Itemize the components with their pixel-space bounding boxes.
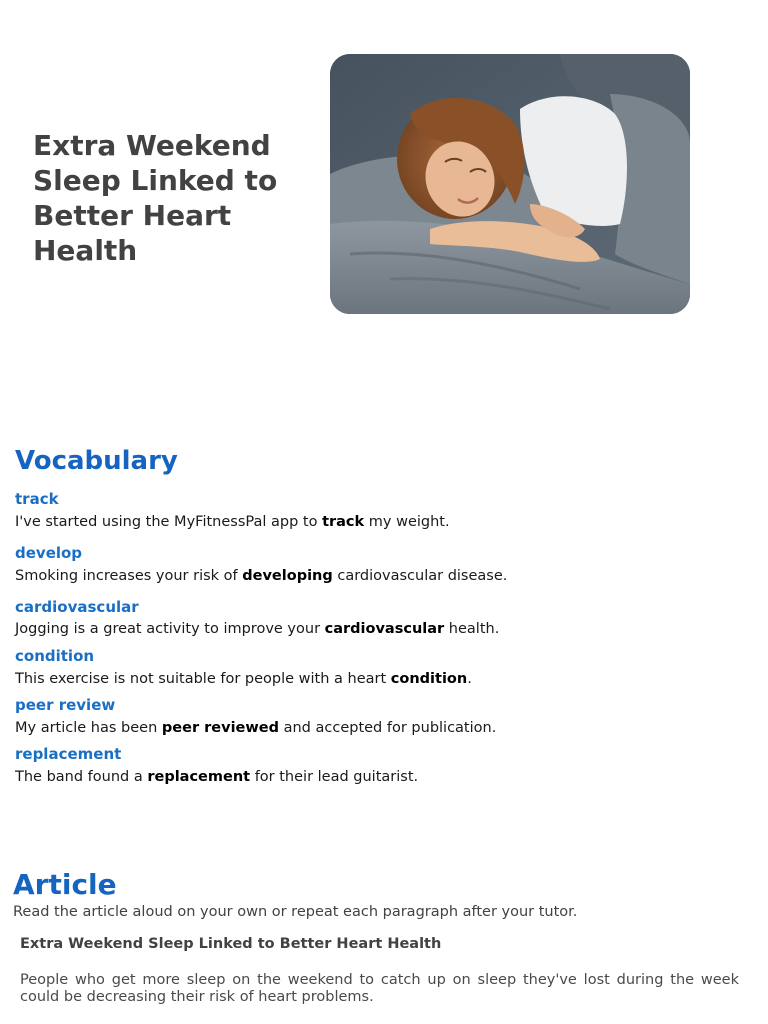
- vocab-example: Jogging is a great activity to improve your cardiovascular health.: [15, 621, 500, 637]
- vocab-example: My article has been peer reviewed and accepted for publication.: [15, 720, 497, 736]
- vocab-term: condition: [15, 647, 95, 665]
- vocab-term: replacement: [15, 745, 122, 763]
- article-title: Extra Weekend Sleep Linked to Better Heart Health: [20, 936, 442, 952]
- vocab-example: Smoking increases your risk of developing cardiovascular disease.: [15, 568, 508, 584]
- hero-title: Extra Weekend Sleep Linked to Better Heart Health: [33, 129, 278, 267]
- vocab-example: The band found a replacement for their lead guitarist.: [15, 769, 419, 785]
- vocab-term: develop: [15, 544, 83, 562]
- vocab-example: I've started using the MyFitnessPal app to track my weight.: [15, 514, 450, 530]
- article-instruction: Read the article aloud on your own or repeat each paragraph after your tutor.: [13, 904, 578, 920]
- vocabulary-heading: Vocabulary: [15, 446, 178, 476]
- hero-photo-sleeping-woman: [330, 54, 690, 314]
- vocab-term: peer review: [15, 696, 116, 714]
- vocab-term: cardiovascular: [15, 598, 139, 616]
- article-heading: Article: [13, 868, 117, 901]
- vocab-example: This exercise is not suitable for people with a heart condition.: [15, 671, 472, 687]
- vocab-term: track: [15, 490, 59, 508]
- article-paragraph: People who get more sleep on the weekend to catch up on sleep they've lost during the week could be decreasing their risk of heart problems.: [20, 972, 739, 1005]
